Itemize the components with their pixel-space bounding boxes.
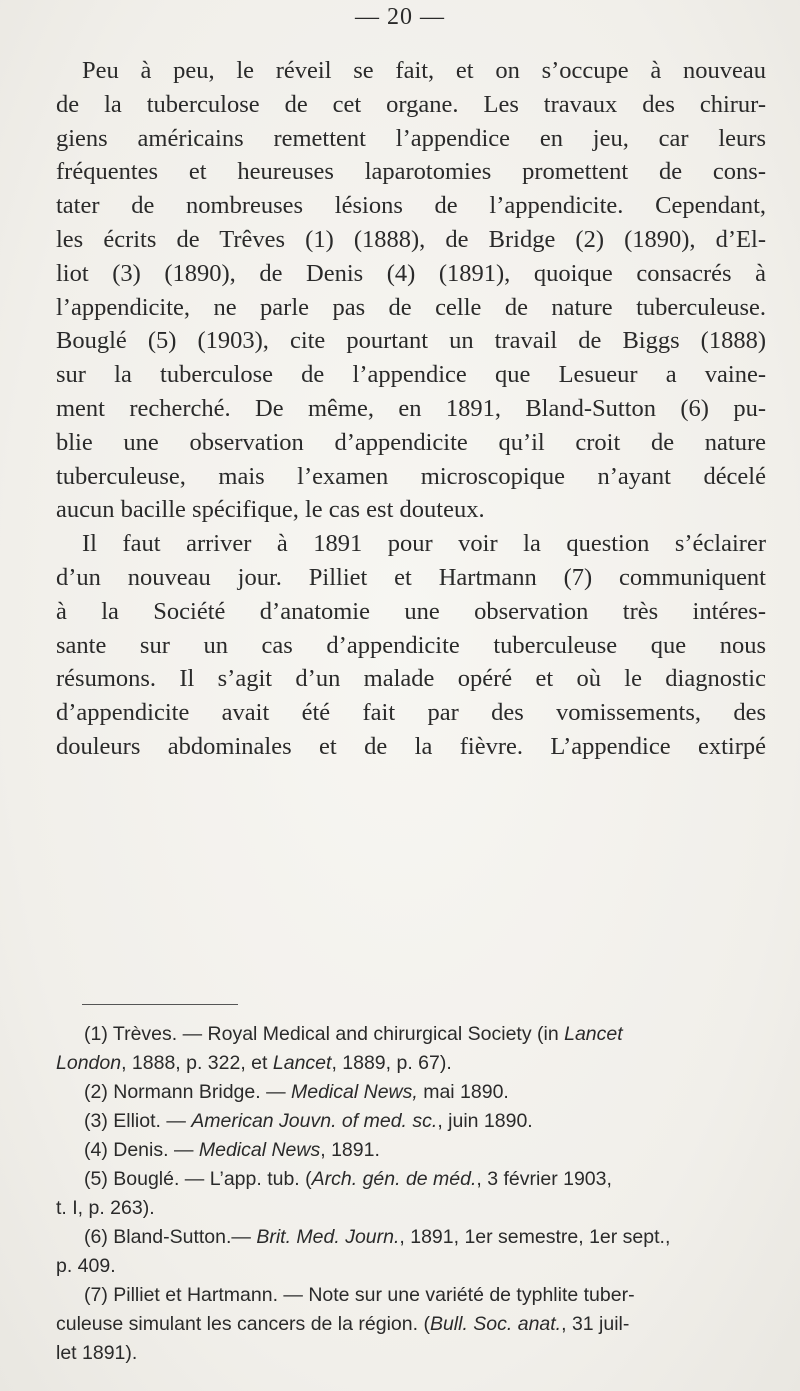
footnote-line: (1) Trèves. — Royal Medical and chirurgical Society (in Lancet [84, 1023, 623, 1045]
body-line: Bouglé (5) (1903), cite pourtant un travail de Biggs (1888) [56, 327, 766, 355]
footnote-line: t. I, p. 263). [56, 1197, 155, 1219]
footnotes [56, 1020, 766, 1368]
body-line: douleurs abdominales et de la fièvre. L’appendice extirpé [56, 732, 766, 760]
body-line: résumons. Il s’agit d’un malade opéré et où le diagnostic [56, 665, 766, 693]
footnote-line: (6) Bland-Sutton.— Brit. Med. Journ., 1891, 1er semestre, 1er sept., [84, 1226, 671, 1248]
body-line: de la tuberculose de cet organe. Les travaux des chirur- [56, 90, 766, 118]
body-line: d’appendicite avait été fait par des vomissements, des [56, 699, 766, 727]
footnote-line: London, 1888, p. 322, et Lancet, 1889, p. 67). [56, 1052, 452, 1074]
body-line: blie une observation d’appendicite qu’il croit de nature [56, 428, 766, 456]
body-line: à la Société d’anatomie une observation très intéres- [56, 597, 766, 625]
body-line: Peu à peu, le réveil se fait, et on s’occupe à nouveau [82, 57, 766, 84]
body-line: l’appendicite, ne parle pas de celle de nature tuberculeuse. [56, 293, 766, 321]
body-line: liot (3) (1890), de Denis (4) (1891), quoique consacrés à [56, 259, 766, 287]
body-text [56, 54, 766, 764]
footnote-separator [82, 1004, 238, 1005]
body-line: tater de nombreuses lésions de l’appendicite. Cependant, [56, 192, 766, 220]
body-line: giens américains remettent l’appendice en jeu, car leurs [56, 124, 766, 152]
footnote-line: (5) Bouglé. — L’app. tub. (Arch. gén. de méd., 3 février 1903, [84, 1168, 612, 1190]
body-line: fréquentes et heureuses laparotomies promettent de cons- [56, 158, 766, 186]
body-line: d’un nouveau jour. Pilliet et Hartmann (7) communiquent [56, 563, 766, 591]
footnote-line: culeuse simulant les cancers de la région. (Bull. Soc. anat., 31 juil- [56, 1313, 630, 1335]
footnote-line: (2) Normann Bridge. — Medical News, mai 1890. [84, 1081, 509, 1103]
footnote-line: p. 409. [56, 1255, 116, 1277]
body-line: tuberculeuse, mais l’examen microscopique n’ayant décelé [56, 462, 766, 490]
body-line: les écrits de Trêves (1) (1888), de Bridge (2) (1890), d’El- [56, 225, 766, 253]
footnote-line: let 1891). [56, 1342, 138, 1364]
footnote-line: (4) Denis. — Medical News, 1891. [84, 1139, 380, 1161]
body-line: Il faut arriver à 1891 pour voir la question s’éclairer [82, 530, 766, 558]
footnote-line: (7) Pilliet et Hartmann. — Note sur une variété de typhlite tuber- [84, 1284, 635, 1306]
body-line: sante sur un cas d’appendicite tuberculeuse que nous [56, 631, 766, 659]
body-line: sur la tuberculose de l’appendice que Lesueur a vaine- [56, 361, 766, 389]
body-line: ment recherché. De même, en 1891, Bland-Sutton (6) pu- [56, 394, 766, 422]
footnote-line: (3) Elliot. — American Jouvn. of med. sc., juin 1890. [84, 1110, 533, 1132]
page-number: — 20 — [355, 4, 445, 30]
body-line: aucun bacille spécifique, le cas est douteux. [56, 496, 485, 524]
